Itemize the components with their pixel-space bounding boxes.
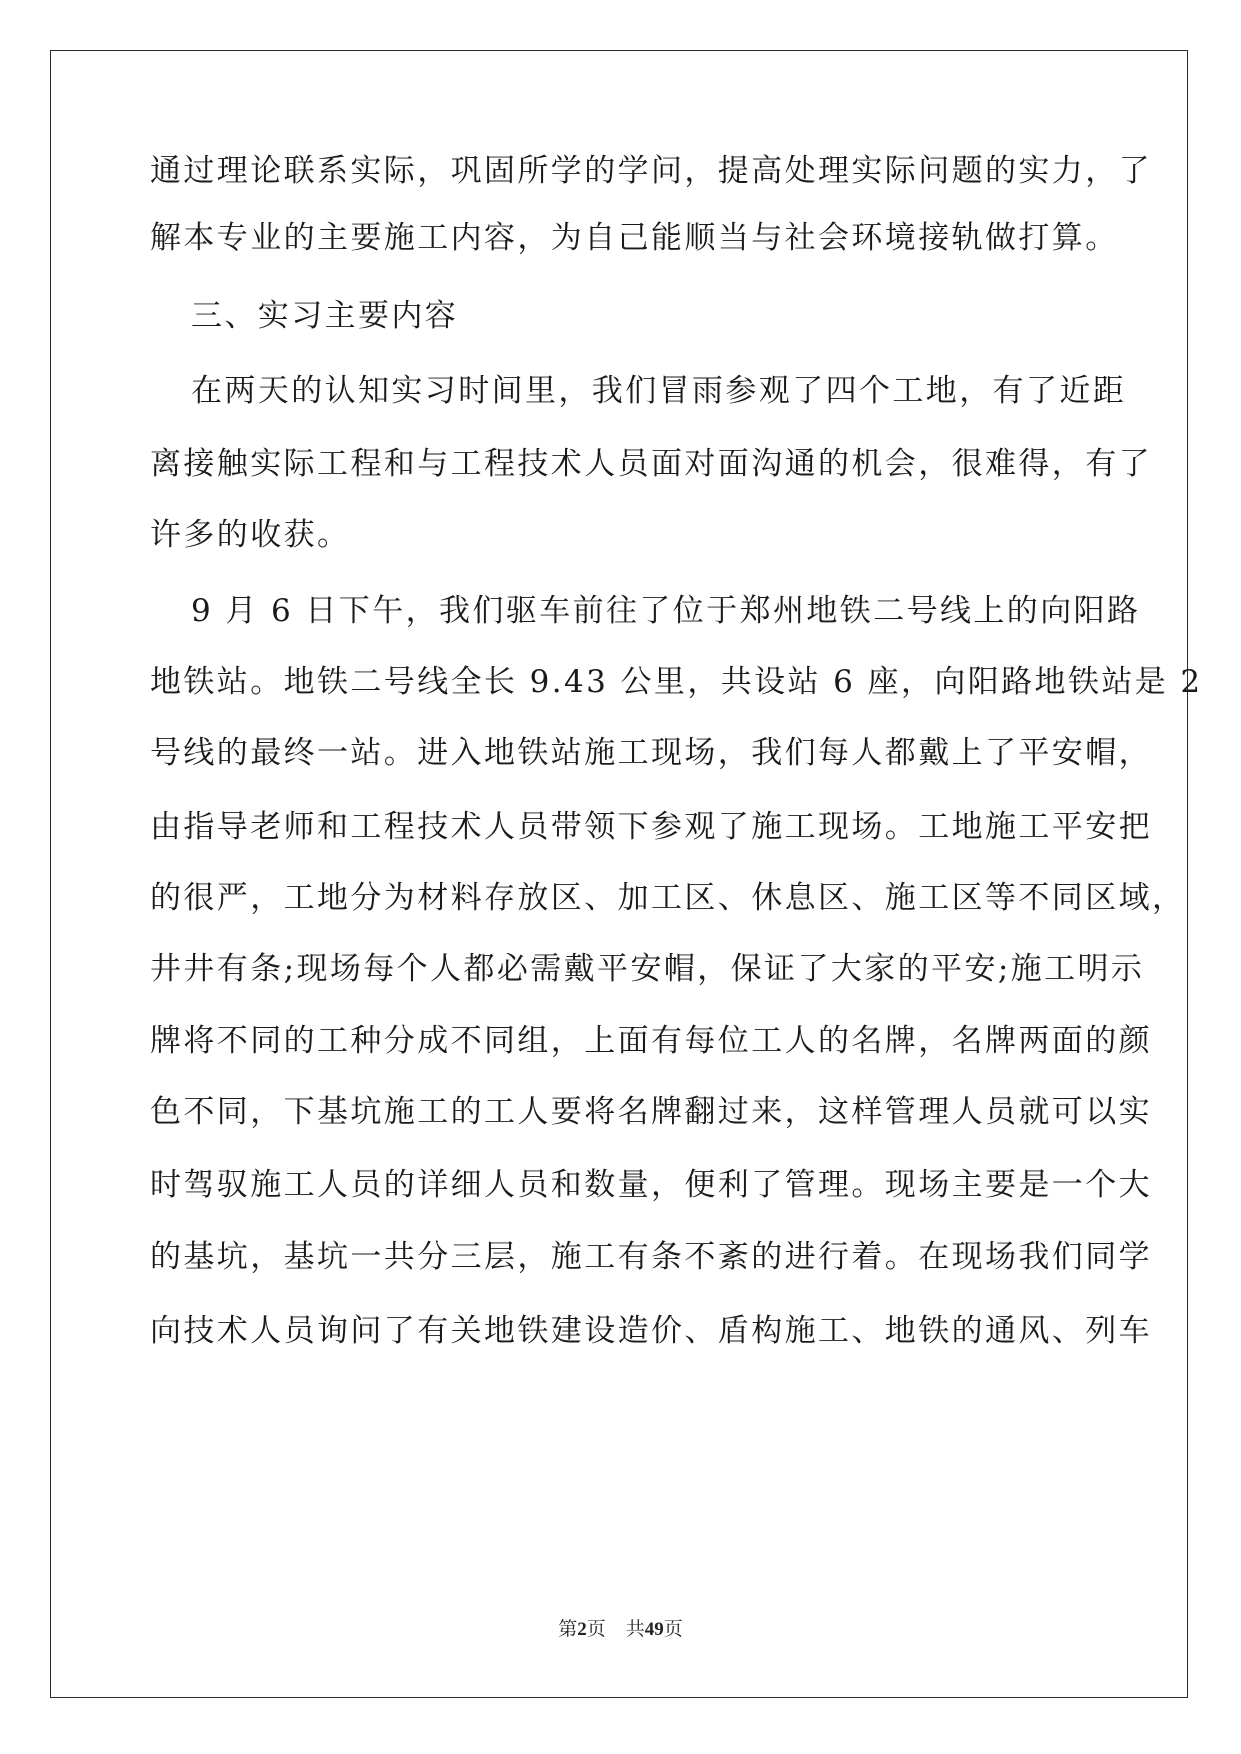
paragraph-line: 井井有条;现场每个人都必需戴平安帽，保证了大家的平安;施工明示	[150, 951, 1145, 987]
total-suffix: 页	[663, 1619, 683, 1640]
paragraph-line: 向技术人员询问了有关地铁建设造价、盾构施工、地铁的通风、列车	[150, 1313, 1152, 1349]
page-prefix: 第	[558, 1619, 578, 1640]
paragraph-line: 牌将不同的工种分成不同组，上面有每位工人的名牌，名牌两面的颜	[150, 1023, 1152, 1059]
current-page-number: 2	[577, 1619, 587, 1640]
paragraph-line: 时驾驭施工人员的详细人员和数量，便利了管理。现场主要是一个大	[150, 1167, 1152, 1203]
paragraph-line: 的很严，工地分为材料存放区、加工区、休息区、施工区等不同区域，	[150, 880, 1186, 916]
paragraph-line: 9 月 6 日下午，我们驱车前往了位于郑州地铁二号线上的向阳路	[191, 593, 1141, 629]
paragraph-line: 解本专业的主要施工内容，为自己能顺当与社会环境接轨做打算。	[150, 220, 1119, 256]
total-page-number: 49	[644, 1619, 664, 1640]
paragraph-line: 的基坑，基坑一共分三层，施工有条不紊的进行着。在现场我们同学	[150, 1239, 1152, 1275]
paragraph-line: 地铁站。地铁二号线全长 9.43 公里，共设站 6 座，向阳路地铁站是 2	[150, 664, 1203, 700]
page-suffix: 页	[586, 1619, 606, 1640]
paragraph-line: 通过理论联系实际，巩固所学的学问，提高处理实际问题的实力，了	[150, 153, 1152, 189]
total-prefix: 共	[625, 1619, 645, 1640]
paragraph-line: 离接触实际工程和与工程技术人员面对面沟通的机会，很难得，有了	[150, 446, 1152, 482]
paragraph-line: 号线的最终一站。进入地铁站施工现场，我们每人都戴上了平安帽，	[150, 735, 1152, 771]
paragraph-line: 许多的收获。	[150, 517, 351, 553]
paragraph-line: 色不同，下基坑施工的工人要将名牌翻过来，这样管理人员就可以实	[150, 1094, 1152, 1130]
paragraph-line: 由指导老师和工程技术人员带领下参观了施工现场。工地施工平安把	[150, 809, 1152, 845]
paragraph-line: 在两天的认知实习时间里，我们冒雨参观了四个工地，有了近距	[191, 373, 1127, 409]
page-footer	[0, 1618, 1241, 1642]
section-heading: 三、实习主要内容	[191, 298, 459, 334]
